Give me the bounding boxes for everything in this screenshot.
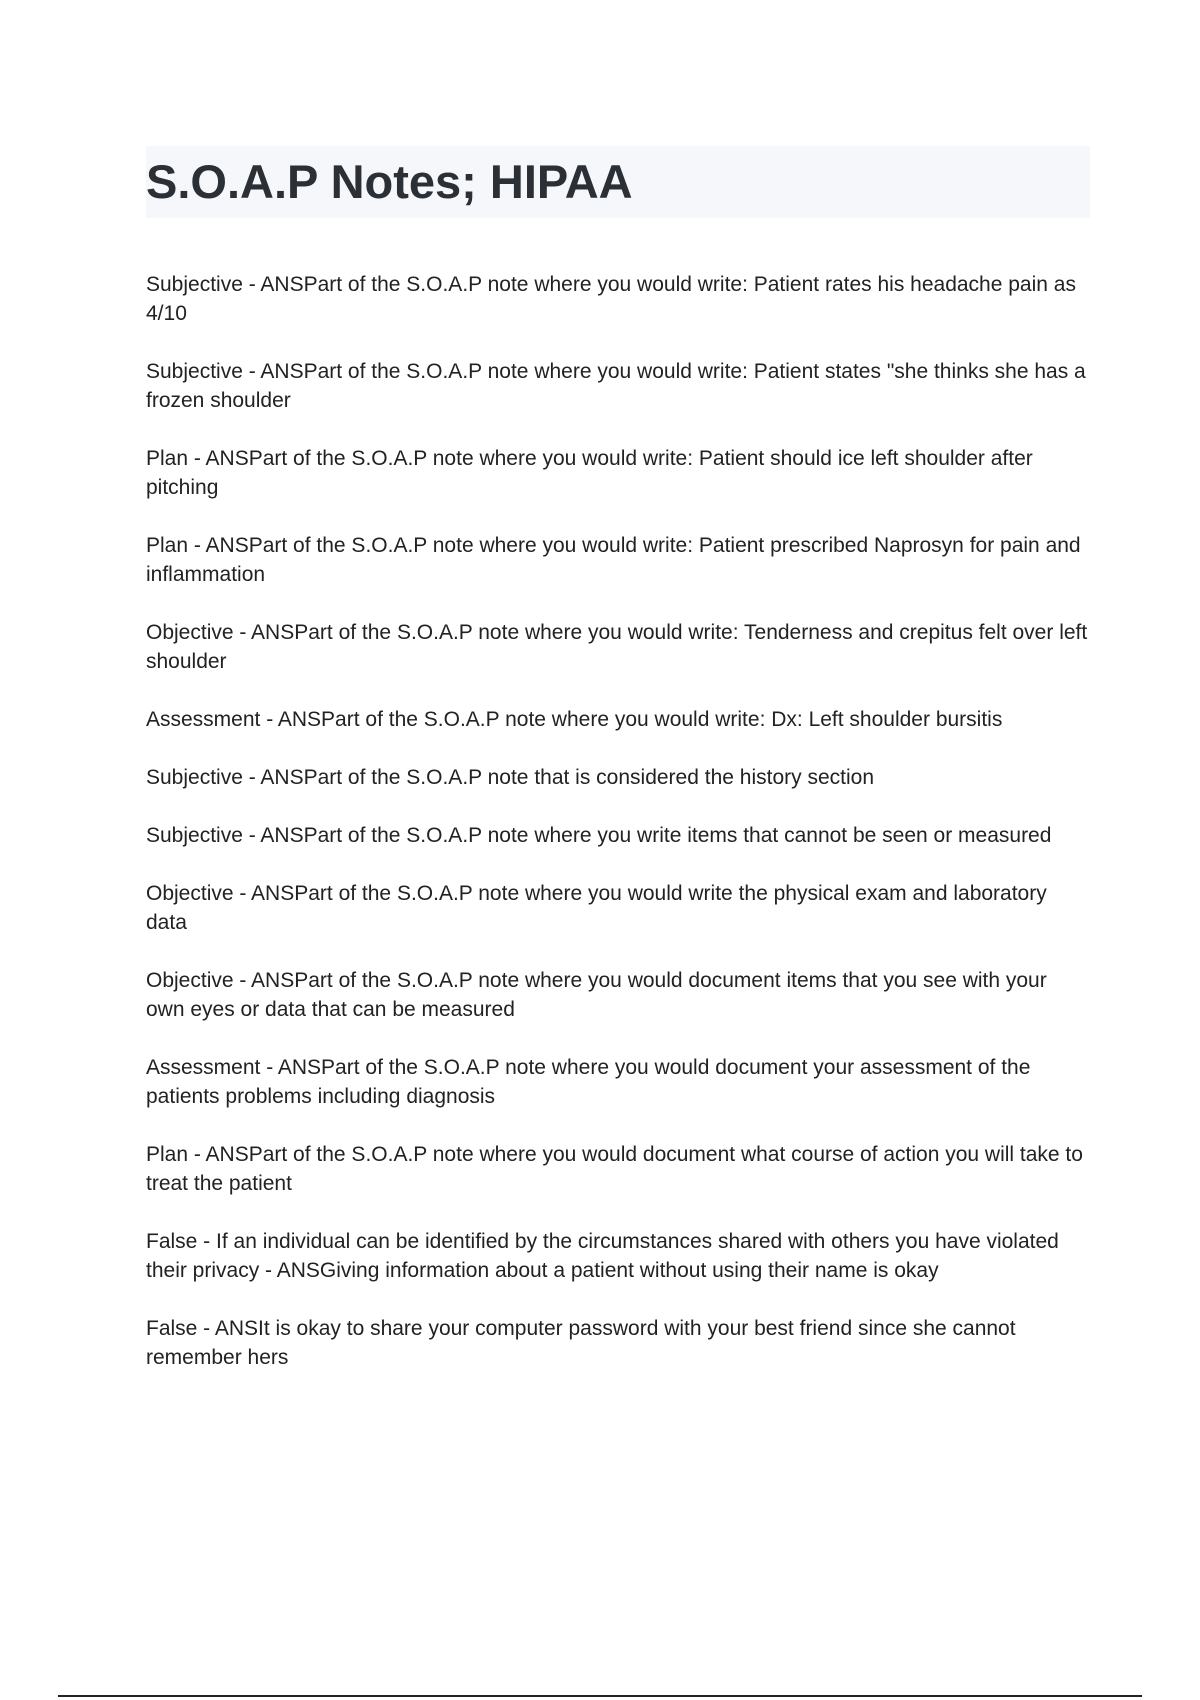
flashcard-entry: Subjective - ANSPart of the S.O.A.P note where you would write: Patient rates his headache pain as 4/10	[146, 273, 1076, 325]
footer-divider	[58, 1695, 1142, 1697]
page-title: S.O.A.P Notes; HIPAA	[146, 155, 633, 208]
flashcard-entry: Objective - ANSPart of the S.O.A.P note where you would write the physical exam and laboratory data	[146, 882, 1047, 934]
flashcard-list	[146, 270, 1090, 1401]
flashcard-entry: Plan - ANSPart of the S.O.A.P note where you would write: Patient prescribed Naprosyn for pain and inflammation	[146, 534, 1081, 586]
flashcard-entry: Plan - ANSPart of the S.O.A.P note where you would document what course of action you will take to treat the patient	[146, 1143, 1083, 1195]
flashcard-entry: Subjective - ANSPart of the S.O.A.P note where you would write: Patient states "she thinks she has a frozen shoulder	[146, 360, 1086, 412]
flashcard-entry: Assessment - ANSPart of the S.O.A.P note where you would write: Dx: Left shoulder bursitis	[146, 708, 1003, 731]
flashcard-entry: False - If an individual can be identified by the circumstances shared with others you have violated their privacy - ANSGiving information about a patient without using their name is okay	[146, 1230, 1059, 1282]
flashcard-entry: False - ANSIt is okay to share your computer password with your best friend since she cannot remember hers	[146, 1317, 1016, 1369]
flashcard-entry: Objective - ANSPart of the S.O.A.P note where you would document items that you see with your own eyes or data that can be measured	[146, 969, 1047, 1021]
title-banner	[146, 146, 1090, 218]
flashcard-entry: Assessment - ANSPart of the S.O.A.P note where you would document your assessment of the patients problems including diagnosis	[146, 1056, 1031, 1108]
flashcard-entry: Subjective - ANSPart of the S.O.A.P note where you write items that cannot be seen or measured	[146, 824, 1052, 847]
flashcard-entry: Plan - ANSPart of the S.O.A.P note where you would write: Patient should ice left shoulder after pitching	[146, 447, 1033, 499]
flashcard-entry: Objective - ANSPart of the S.O.A.P note where you would write: Tenderness and crepitus felt over left shoulder	[146, 621, 1088, 673]
flashcard-entry: Subjective - ANSPart of the S.O.A.P note that is considered the history section	[146, 766, 874, 789]
